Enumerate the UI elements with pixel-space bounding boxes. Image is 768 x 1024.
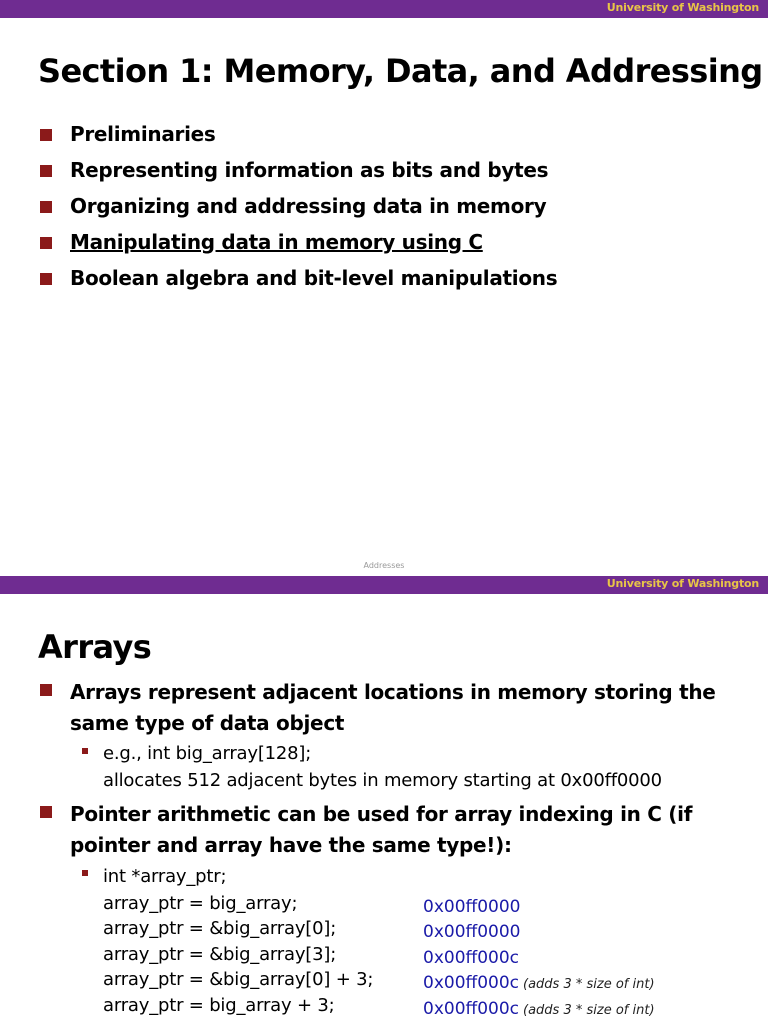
- header-bar: [0, 0, 768, 18]
- bullet-text: Preliminaries: [70, 122, 216, 146]
- bullet-square-icon: [40, 165, 52, 177]
- header-bar: [0, 576, 768, 594]
- bullet-item: [40, 155, 557, 186]
- bullet-text-line: pointer and array have the same type!):: [70, 833, 512, 857]
- code-line: array_ptr = big_array;: [103, 893, 298, 914]
- code-line: array_ptr = &big_array[0] + 3;: [103, 969, 374, 990]
- bullet-text-line: same type of data object: [70, 711, 345, 735]
- slide-2: [0, 576, 768, 1024]
- institution-label: University of Washington: [606, 577, 759, 590]
- code-line: array_ptr = big_array + 3;: [103, 995, 335, 1016]
- sub-bullet-icon: [82, 748, 88, 754]
- bullet-item: [40, 263, 557, 294]
- address-value: 0x00ff000c: [423, 999, 520, 1019]
- code-line: array_ptr = &big_array[3];: [103, 944, 337, 965]
- bullet-text-line: Arrays represent adjacent locations in memory storing the: [70, 680, 716, 704]
- slide-footer: Addresses: [363, 561, 405, 570]
- bullet-square-icon: [40, 273, 52, 285]
- address-value: 0x00ff0000: [423, 922, 521, 942]
- address-value: 0x00ff000c: [423, 948, 520, 968]
- code-line: int *array_ptr;: [103, 866, 227, 887]
- sub-bullet-icon: [82, 870, 88, 876]
- bullet-item: [40, 677, 716, 739]
- bullet-square-icon: [40, 201, 52, 213]
- bullet-square-icon: [40, 129, 52, 141]
- institution-label: University of Washington: [606, 1, 759, 14]
- bullet-item: [40, 119, 557, 150]
- bullet-item: [40, 799, 692, 861]
- address-value: 0x00ff0000: [423, 897, 521, 917]
- slide-title: Arrays: [38, 628, 152, 666]
- bullet-text: Boolean algebra and bit-level manipulations: [70, 266, 558, 290]
- bullet-item: [40, 191, 557, 222]
- bullet-list: [40, 119, 557, 294]
- address-note: (adds 3 * size of int): [523, 1003, 655, 1018]
- sub-bullet-text: e.g., int big_array[128];: [103, 743, 312, 764]
- address-note: (adds 3 * size of int): [523, 977, 655, 992]
- bullet-text: Representing information as bits and bytes: [70, 158, 549, 182]
- code-line: array_ptr = &big_array[0];: [103, 918, 337, 939]
- bullet-item-current: [40, 227, 557, 258]
- bullet-text: Manipulating data in memory using C: [70, 230, 483, 254]
- address-row: [423, 997, 655, 1024]
- sub-bullet-text: allocates 512 adjacent bytes in memory starting at 0x00ff0000: [103, 770, 662, 791]
- slide-title: Section 1: Memory, Data, and Addressing: [38, 52, 763, 90]
- address-value: 0x00ff000c: [423, 973, 520, 993]
- bullet-text-line: Pointer arithmetic can be used for array indexing in C (if: [70, 802, 693, 826]
- bullet-text: Organizing and addressing data in memory: [70, 194, 547, 218]
- address-row: [423, 971, 655, 998]
- bullet-square-icon: [40, 237, 52, 249]
